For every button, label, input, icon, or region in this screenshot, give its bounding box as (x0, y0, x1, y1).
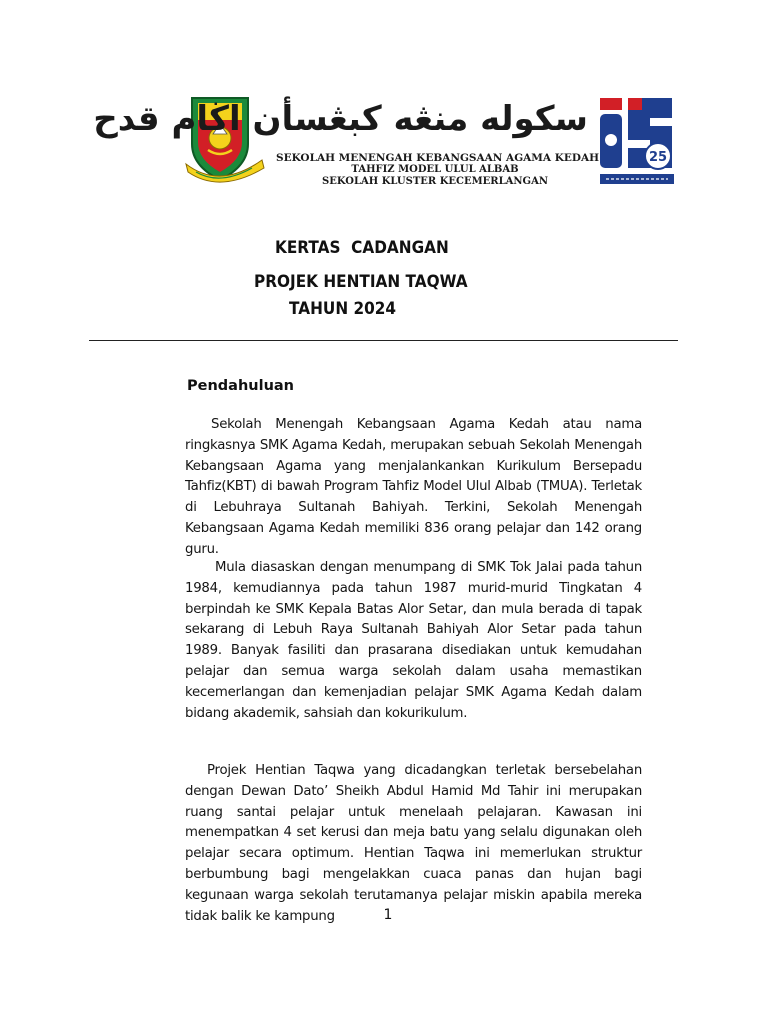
cluster-logo-number: 25 (648, 150, 668, 165)
jawi-school-name: سکوله منڠه کبڠسأن اڬام قدح (93, 99, 588, 139)
document-title: KERTAS CADANGAN (275, 238, 449, 258)
year-title: TAHUN 2024 (289, 299, 397, 319)
sk25-cluster-logo-icon (598, 96, 676, 188)
title-divider (89, 340, 678, 341)
paragraph: Mula diasaskan dengan menumpang di SMK Tok Jalai pada tahun 1984, kemudiannya pada tahun 1987 murid-murid Tingkatan 4 berpindah ke SMK Kepala Batas Alor Setar, dan mula berada di tapak sekarang di Lebuh Raya Sultanah Bahiyah Alor Setar pada tahun 1989. Banyak fasiliti dan prasarana disediakan untuk kemudahan pelajar dan semua warga sekolah dalam usaha memastikan kecemerlangan dan kemenjadian pelajar SMK Agama Kedah dalam bidang akademik, sahsiah dan kokurikulum. (185, 560, 642, 721)
school-name: SEKOLAH MENENGAH KEBANGSAAN AGAMA KEDAH (276, 152, 600, 164)
paragraph: Projek Hentian Taqwa yang dicadangkan terletak bersebelahan dengan Dewan Dato’ Sheikh Abdul Hamid Md Tahir ini merupakan ruang santai pelajar untuk menelaah pelajaran. Kawasan ini menempatkan 4 set kerusi dan meja batu yang selalu digunakan oleh pelajar secara optimum. Hentian Taqwa ini memerlukan struktur berbumbung bagi mengelakkan cuaca panas dan hujan bagi kegunaan warga sekolah terutamanya pelajar miskin apabila mereka tidak balik ke kampung (185, 763, 642, 924)
section-heading: Pendahuluan (187, 378, 294, 394)
page-number: 1 (383, 907, 393, 923)
paragraph: Sekolah Menengah Kebangsaan Agama Kedah atau nama ringkasnya SMK Agama Kedah, merupakan sebuah Sekolah Menengah Kebangsaan Agama yang menjalankankan Kurikulum Bersepadu Tahfiz(KBT) di bawah Program Tahfiz Model Ulul Albab (TMUA). Terletak di Lebuhraya Sultanah Bahiyah. Terkini, Sekolah Menengah Kebangsaan Agama Kedah memiliki 836 orang pelajar dan 142 orang guru. (185, 417, 642, 557)
project-title: PROJEK HENTIAN TAQWA (254, 272, 468, 292)
program-name: TAHFIZ MODEL ULUL ALBAB (351, 164, 519, 175)
cluster-name: SEKOLAH KLUSTER KECEMERLANGAN (322, 176, 548, 187)
